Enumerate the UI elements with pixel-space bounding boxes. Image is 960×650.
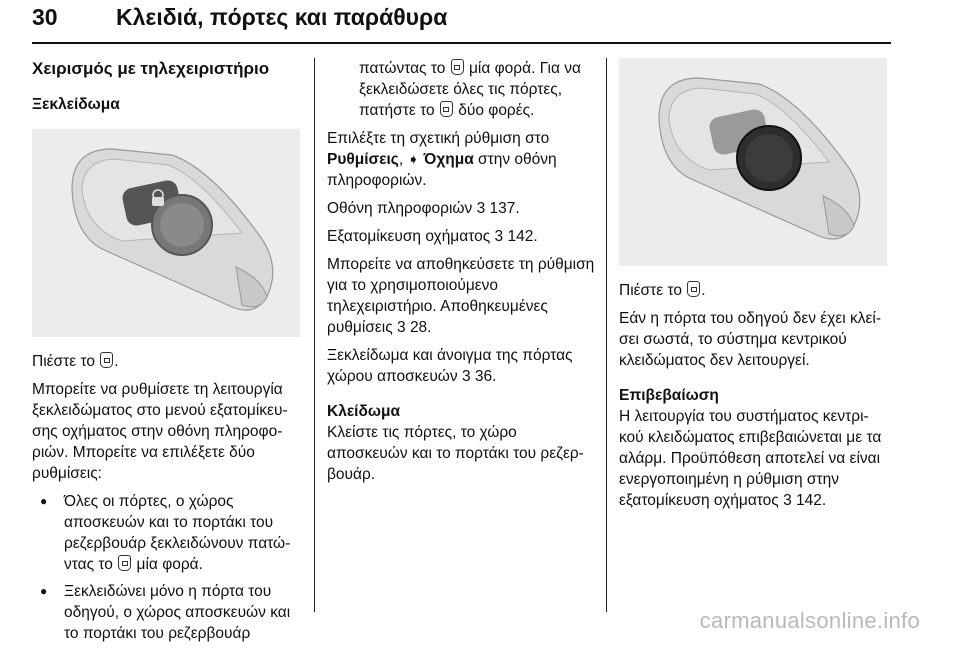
ref-page: 28. — [409, 319, 432, 336]
unlock-icon — [440, 101, 453, 117]
column-left — [32, 58, 302, 650]
unlock-icon — [118, 555, 131, 571]
ref-info-display: Οθόνη πληροφοριών — [327, 200, 473, 217]
ref-page: 142. — [507, 228, 538, 245]
save-settings-text: Μπορείτε να αποθηκεύσετε τη ρύθμιση για το χρησιμοποιούμενο τηλεχειριστήριο. Αποθηκευμένες ρυθμίσεις — [327, 256, 595, 336]
bullet2-text: Ξεκλειδώνει μόνο η πόρτα του οδηγού, ο χώρος αποσκευών και το πορτάκι του ρεζερβουάρ — [64, 583, 291, 642]
unlock-icon — [100, 352, 113, 368]
column-right — [619, 58, 891, 518]
press-end: . — [114, 353, 119, 370]
page-title: Κλειδιά, πόρτες και παράθυρα — [116, 4, 448, 30]
ref-personalization: Εξατομίκευση οχήματος — [327, 228, 491, 245]
ref-arrow-icon: 3 — [494, 228, 504, 245]
continued-text-2: μία φορά. Για να ξεκλειδώσετε όλες τις πόρτες, πατήστε το — [359, 60, 581, 119]
list-item — [32, 581, 302, 644]
ref-page: 142. — [796, 492, 827, 509]
lock-text: Κλείστε τις πόρτες, το χώρο αποσκευών και το πορτάκι του ρεζερ-βουάρ. — [327, 424, 584, 483]
confirm-heading: Επιβεβαίωση — [619, 387, 719, 404]
settings-menu: Ρυθμίσεις — [327, 151, 399, 168]
lock-heading: Κλείδωμα — [327, 403, 400, 420]
ref-page: 36. — [474, 368, 497, 385]
settings-sep: , — [398, 151, 404, 168]
section-title: Χειρισμός με τηλεχειριστήριο — [32, 59, 270, 78]
ref-arrow-icon: 3 — [397, 319, 406, 336]
column-middle — [327, 58, 599, 492]
page-number: 30 — [32, 4, 58, 30]
key-unlock-illustration — [32, 129, 300, 337]
confirm-text: Η λειτουργία του συστήματος κεντρι-κού κλειδώματος επιβεβαιώνεται με τα αλάρμ. Προϋπόθεση αποτελεί να είναι ενεργοποιημένη η ρύθμιση στην εξατομίκευση οχήματος — [619, 408, 882, 509]
lock-icon — [687, 281, 700, 297]
ref-arrow-icon: 3 — [461, 368, 471, 385]
subsection-unlock: Ξεκλείδωμα — [32, 96, 120, 113]
trunk-text: Ξεκλείδωμα και άνοιγμα της πόρτας χώρου αποσκευών — [327, 347, 573, 385]
ref-arrow-icon: 3 — [476, 200, 486, 217]
ref-arrow-icon: 3 — [783, 492, 792, 509]
column-divider — [314, 58, 315, 612]
door-warning-text: Εάν η πόρτα του οδηγού δεν έχει κλεί-σει σωστά, το σύστημα κεντρικού κλειδώματος δεν λειτουργεί. — [619, 310, 882, 369]
header-rule — [32, 42, 891, 44]
list-item — [32, 491, 302, 575]
ref-page: 137. — [489, 200, 520, 217]
settings-end: στην οθόνη πληροφοριών. — [327, 151, 557, 189]
press-end: . — [701, 282, 706, 299]
unlock-icon — [451, 59, 464, 75]
key-lock-illustration — [619, 58, 887, 266]
bullet1-text: Όλες οι πόρτες, ο χώρος αποσκευών και το πορτάκι του ρεζερβουάρ ξεκλειδώνουν πατώ-ντας το — [64, 493, 291, 573]
continued-text: πατώντας το — [359, 60, 446, 77]
paragraph-unlock-settings: Μπορείτε να ρυθμίσετε τη λειτουργία ξεκλειδώματος στο μενού εξατομίκευ-σης οχήματος στην οθόνη πληροφο-ριών. Μπορείτε να επιλέξετε δύο ρυθμίσεις: — [32, 381, 288, 482]
watermark: carmanualsonline.info — [699, 608, 920, 633]
press-lead: Πιέστε το — [32, 353, 95, 370]
menu-arrow-icon: ➧ — [407, 151, 420, 167]
bullet1-end: μία φορά. — [136, 556, 203, 573]
vehicle-menu: Όχημα — [423, 151, 474, 168]
continued-text-3: δύο φορές. — [458, 102, 535, 119]
bullet-list — [32, 491, 302, 644]
press-lead: Πιέστε το — [619, 282, 682, 299]
settings-lead: Επιλέξτε τη σχετική ρύθμιση στο — [327, 130, 550, 147]
column-divider — [606, 58, 607, 612]
